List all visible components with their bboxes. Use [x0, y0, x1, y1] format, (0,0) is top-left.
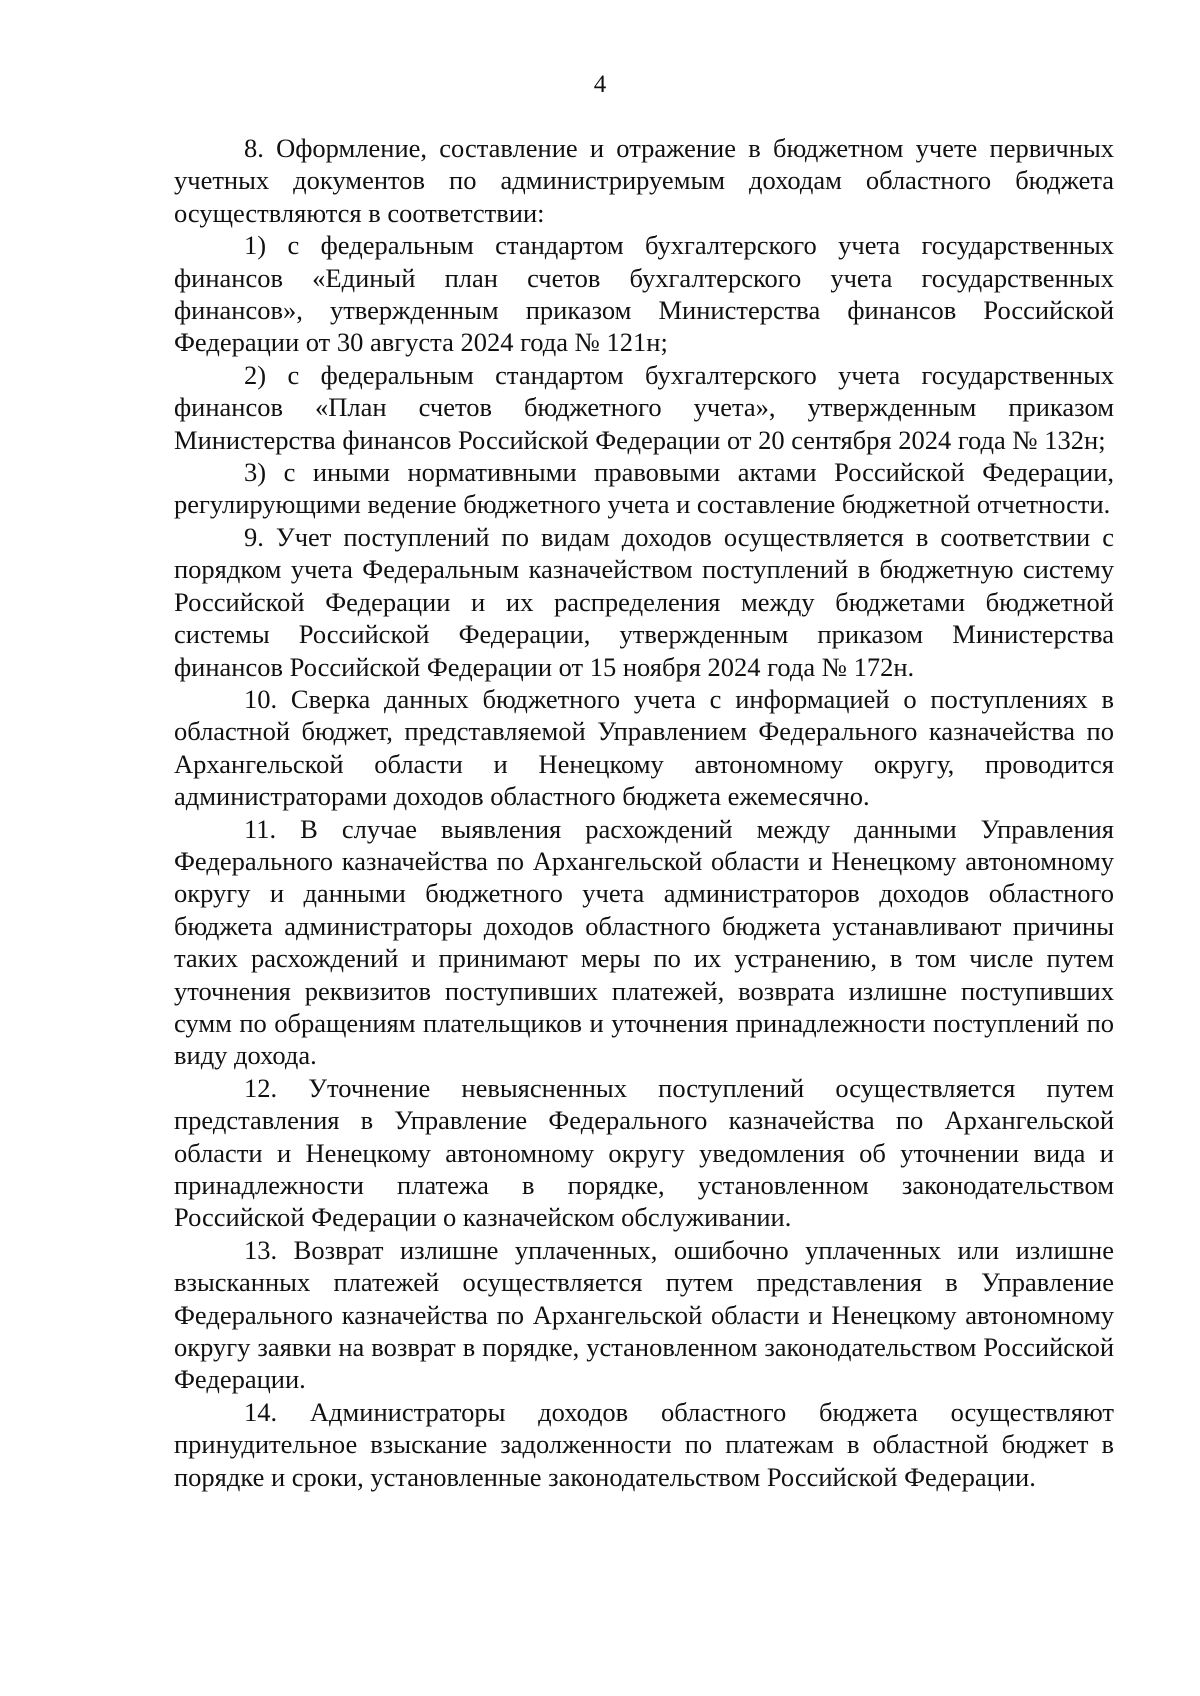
paragraph-11: 11. В случае выявления расхождений между данными Управления Федерального казначейства по Архангельской области и Ненецкому автономному округу и данными бюджетного учета администраторов доходов областного бюджета администраторы доходов областного бюджета устанавливают причины таких расхождений и принимают меры по их устранению, в том числе путем уточнения реквизитов поступивших платежей, возврата излишне поступивших сумм по обращениям плательщиков и уточнения принадлежности поступлений по виду дохода.: [174, 813, 1114, 1071]
paragraph-13: 13. Возврат излишне уплаченных, ошибочно уплаченных или излишне взысканных платежей осуществляется путем представления в Управление Федерального казначейства по Архангельской области и Ненецкому автономному округу заявки на возврат в порядке, установленном законодательством Российской Федерации.: [174, 1234, 1114, 1395]
paragraph-12: 12. Уточнение невыясненных поступлений осуществляется путем представления в Управление Федерального казначейства по Архангельской области и Ненецкому автономному округу уведомления об уточнении вида и принадлежности платежа в порядке, установленном законодательством Российской Федерации о казначейском обслуживании.: [174, 1072, 1114, 1233]
paragraph-10: 10. Сверка данных бюджетного учета с информацией о поступлениях в областной бюджет, представляемой Управлением Федерального казначейства по Архангельской области и Ненецкому автономному округу, проводится администраторами доходов областного бюджета ежемесячно.: [174, 683, 1114, 812]
paragraph-14: 14. Администраторы доходов областного бюджета осуществляют принудительное взыскание задолженности по платежам в областной бюджет в порядке и сроки, установленные законодательством Российской Федерации.: [174, 1396, 1114, 1492]
paragraph-8-item-3: 3) с иными нормативными правовыми актами Российской Федерации, регулирующими ведение бюджетного учета и составление бюджетной отчетности.: [174, 457, 1114, 520]
page-number: 4: [593, 71, 607, 98]
paragraph-8-item-1: 1) с федеральным стандартом бухгалтерского учета государственных финансов «Единый план счетов бухгалтерского учета государственных финансов», утвержденным приказом Министерства финансов Российской Федерации от 30 августа 2024 года № 121н;: [174, 230, 1114, 358]
paragraph-8-item-2: 2) с федеральным стандартом бухгалтерского учета государственных финансов «План счетов бюджетного учета», утвержденным приказом Министерства финансов Российской Федерации от 20 сентября 2024 года № 132н;: [174, 359, 1114, 455]
paragraph-8: 8. Оформление, составление и отражение в бюджетном учете первичных учетных документов по администрируемым доходам областного бюджета осуществляются в соответствии:: [174, 133, 1114, 228]
document-body: [174, 132, 1114, 1493]
paragraph-9: 9. Учет поступлений по видам доходов осуществляется в соответствии с порядком учета Федеральным казначейством поступлений в бюджетную систему Российской Федерации и их распределения между бюджетами бюджетной системы Российской Федерации, утвержденным приказом Министерства финансов Российской Федерации от 15 ноября 2024 года № 172н.: [174, 521, 1114, 682]
